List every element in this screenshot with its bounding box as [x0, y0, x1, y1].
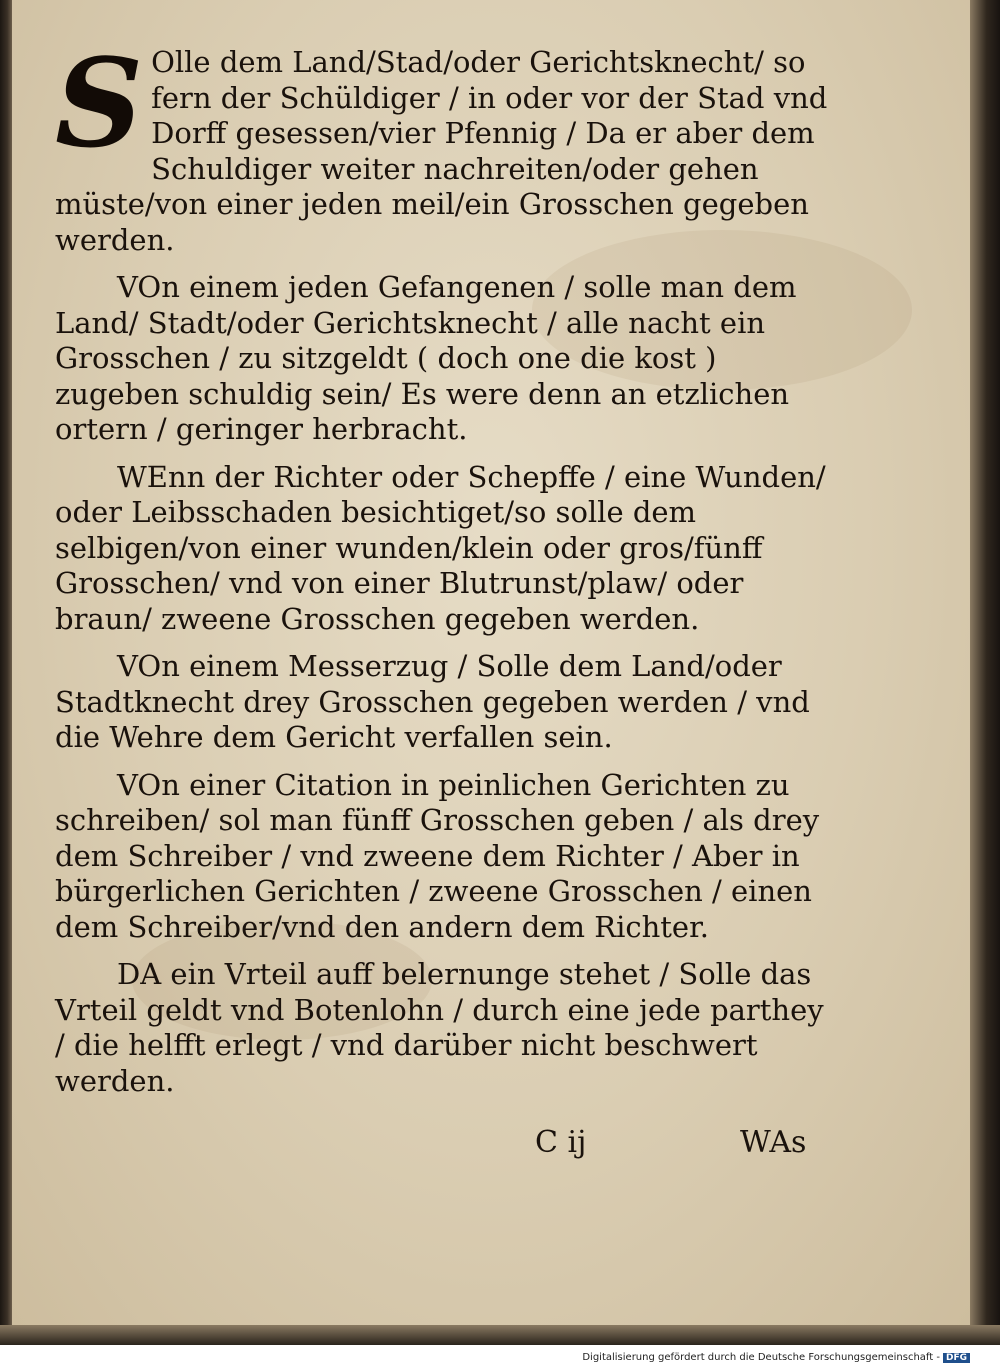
- paragraph-1: [55, 31, 830, 258]
- paragraph-6: DA ein Vrteil auff belernunge stehet / Solle das Vrteil geldt vnd Botenlohn / durch eine jede parthey / die helfft erlegt / vnd darüber nicht beschwert werden.: [55, 957, 824, 1098]
- page-footer-marks: [535, 1125, 835, 1165]
- dfg-logo-badge: DFG: [943, 1353, 970, 1363]
- paragraph-3: WEnn der Richter oder Schepffe / eine Wunden/ oder Leibsschaden besichtiget/so solle dem selbigen/von einer wunden/klein oder gros/fünff Grosschen/ vnd von einer Blutrunst/plaw/ oder braun/ zweene Grosschen gegeben werden.: [55, 459, 826, 636]
- credit-text: Digitalisierung gefördert durch die Deutsche Forschungsgemeinschaft -: [582, 1352, 940, 1363]
- book-bottom-edge: [0, 1325, 1000, 1345]
- paragraph-2: VOn einem jeden Gefangenen / solle man dem Land/ Stadt/oder Gerichtsknecht / alle nacht ein Grosschen / zu sitzgeldt ( doch one die kost ) zugeben schuldig sein/ Es were denn an etzlichen ortern / geringer herbracht.: [55, 270, 797, 446]
- catchword: WAs: [740, 1125, 807, 1160]
- paragraph-5: VOn einer Citation in peinlichen Gerichten zu schreiben/ sol man fünff Grosschen geben / als drey dem Schreiber / vnd zweene dem Richter / Aber in bürgerlichen Gerichten / zweene Grosschen / einen dem Schreiber/vnd den andern dem Richter.: [55, 767, 820, 944]
- digitization-credit: [582, 1352, 970, 1363]
- document-body: [55, 31, 830, 1111]
- signature-mark: C ij: [535, 1125, 587, 1160]
- paragraph-1-text: Olle dem Land/Stad/oder Gerichtsknecht/ so fern der Schüldiger / in oder vor der Stad vnd Dorff gesessen/vier Pfennig / Da er aber dem Schuldiger weiter nachreiten/oder gehen müste/von einer jeden meil/ein Grosschen gegeben werden.: [55, 45, 828, 257]
- book-binding-edge: [0, 0, 12, 1345]
- book-page-edge: [970, 0, 1000, 1345]
- drop-cap-initial: S: [55, 31, 144, 175]
- paragraph-4: VOn einem Messerzug / Solle dem Land/oder Stadtknecht drey Grosschen gegeben werden / vnd die Wehre dem Gericht verfallen sein.: [55, 649, 810, 754]
